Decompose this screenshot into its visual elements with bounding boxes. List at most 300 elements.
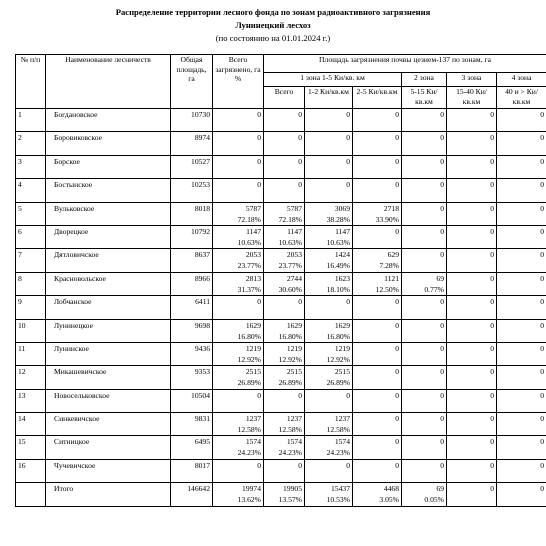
cell-area <box>171 459 213 482</box>
cell-all-value: 5787 <box>286 203 302 213</box>
cell-r40-value: 0 <box>540 414 545 424</box>
cell-name-value: Лунинецкое <box>54 320 93 330</box>
cell-r515-value: 0 <box>440 437 444 447</box>
cell-r40-value: 0 <box>540 110 545 119</box>
cell-num-value: 5 <box>18 203 22 213</box>
cell-area <box>171 296 213 319</box>
cell-r25 <box>353 483 402 506</box>
cell-all-value: 30.60% <box>278 284 302 294</box>
cell-r12 <box>305 272 353 295</box>
cell-r1540 <box>447 413 497 436</box>
cell-r1540 <box>447 132 497 155</box>
table-row <box>16 249 546 272</box>
cell-name-value: Красновольское <box>54 273 106 283</box>
table-row <box>16 342 546 365</box>
cell-r12-value: 18.10% <box>326 284 350 294</box>
cell-name-value: Боровиковское <box>54 133 102 143</box>
cell-total-value: 0 <box>257 390 261 400</box>
cell-area <box>171 132 213 155</box>
cell-all <box>264 436 305 459</box>
cell-r25-value: 4468 <box>383 484 399 494</box>
cell-r1540 <box>447 179 497 202</box>
cell-r1540 <box>447 225 497 248</box>
table-row <box>16 413 546 436</box>
cell-r1540-value: 0 <box>490 297 494 307</box>
cell-r515-value: 0.05% <box>424 495 444 505</box>
cell-total <box>213 109 264 132</box>
cell-r515-value: 0 <box>440 203 444 213</box>
cell-r1540 <box>447 436 497 459</box>
cell-r25 <box>353 413 402 436</box>
cell-r12-value: 10.53% <box>326 495 350 505</box>
cell-r12-value: 38.28% <box>326 214 350 224</box>
cell-r40-value: 0 <box>540 343 545 353</box>
cell-name-value: Чучевичское <box>54 460 96 470</box>
cell-r515-value: 0.77% <box>424 284 444 294</box>
cell-r1540 <box>447 483 497 506</box>
cell-area <box>171 272 213 295</box>
table-row <box>16 132 546 155</box>
cell-r40-value: 0 <box>540 297 545 307</box>
table-body <box>16 109 546 507</box>
cell-area <box>171 319 213 342</box>
cell-r25 <box>353 155 402 178</box>
cell-r12 <box>305 319 353 342</box>
cell-r12-value: 0 <box>346 110 350 119</box>
cell-num-value: 11 <box>18 343 26 353</box>
cell-r25 <box>353 202 402 225</box>
cell-r1540-value: 0 <box>490 390 494 400</box>
cell-r515 <box>402 366 447 389</box>
cell-area-value: 6495 <box>194 437 210 447</box>
cell-r25 <box>353 296 402 319</box>
cell-area-value: 10253 <box>191 180 210 190</box>
cell-num-value: 2 <box>18 133 22 143</box>
cell-name-value: Богдановское <box>54 110 98 119</box>
cell-all <box>264 249 305 272</box>
cell-r40-value: 0 <box>540 250 545 260</box>
cell-total-value: 72.18% <box>237 214 261 224</box>
document-date-line: (по состоянию на 01.01.2024 г.) <box>215 33 331 43</box>
table-total-row <box>16 483 546 506</box>
cell-r515 <box>402 436 447 459</box>
cell-r12-value: 0 <box>346 390 350 400</box>
cell-name-value: Борское <box>54 156 80 166</box>
cell-num-value: 12 <box>18 367 26 377</box>
cell-r12-value: 0 <box>346 460 350 470</box>
col-header-all: Всего <box>264 87 305 109</box>
table-row <box>16 366 546 389</box>
cell-all <box>264 225 305 248</box>
cell-all-value: 26.89% <box>278 378 302 388</box>
cell-total-value: 16.80% <box>237 331 261 341</box>
cell-r1540-value: 0 <box>490 414 494 424</box>
cell-total <box>213 366 264 389</box>
cell-num <box>16 459 46 482</box>
cell-r40-value: 0 <box>540 273 545 283</box>
cell-r515 <box>402 202 447 225</box>
cell-r12-value: 0 <box>346 133 350 143</box>
cell-total-value: 0 <box>257 297 261 307</box>
cell-r40-value: 0 <box>540 226 545 236</box>
cell-r12-value: 1574 <box>334 437 350 447</box>
cell-total-value: 2515 <box>245 367 261 377</box>
cell-r40 <box>497 459 546 482</box>
cell-r1540-value: 0 <box>490 460 494 470</box>
cell-name <box>46 225 171 248</box>
cell-total-value: 31.37% <box>237 284 261 294</box>
cell-num <box>16 249 46 272</box>
cell-r40-value: 0 <box>540 390 545 400</box>
cell-name <box>46 296 171 319</box>
cell-name-value: Итого <box>54 484 74 494</box>
cell-r1540-value: 0 <box>490 273 494 283</box>
cell-num-value: 1 <box>18 110 22 119</box>
cell-all-value: 2744 <box>286 273 302 283</box>
cell-area <box>171 366 213 389</box>
cell-area-value: 8018 <box>194 203 210 213</box>
cell-r40 <box>497 179 546 202</box>
col-header-name: Наименование лесничеств <box>46 55 171 109</box>
cell-num-value: 7 <box>18 250 22 260</box>
cell-name-value: Лунинское <box>54 343 89 353</box>
cell-total-value: 0 <box>257 460 261 470</box>
cell-all-value: 12.58% <box>278 425 302 435</box>
cell-total-value: 10.63% <box>237 237 261 247</box>
cell-r40-value: 0 <box>540 203 545 213</box>
cell-r515 <box>402 459 447 482</box>
cell-name <box>46 272 171 295</box>
cell-r25-value: 629 <box>387 250 399 260</box>
cell-r40 <box>497 225 546 248</box>
cell-all-value: 16.80% <box>278 331 302 341</box>
cell-all-value: 1147 <box>287 226 302 236</box>
cell-all <box>264 483 305 506</box>
cell-r12-value: 1424 <box>334 250 350 260</box>
cell-r515 <box>402 296 447 319</box>
cell-r25 <box>353 249 402 272</box>
cell-num-value: 4 <box>18 180 22 190</box>
cell-r12-value: 12.92% <box>326 354 350 364</box>
cell-all <box>264 296 305 319</box>
cell-total <box>213 249 264 272</box>
cell-num-value: 8 <box>18 273 22 283</box>
cell-area <box>171 483 213 506</box>
cell-r515-value: 0 <box>440 460 444 470</box>
cell-r25-value: 0 <box>395 343 399 353</box>
cell-name-value: Лобчанское <box>54 297 92 307</box>
table-row <box>16 179 546 202</box>
cell-name-value: Синкевичское <box>54 414 100 424</box>
cell-r515 <box>402 109 447 132</box>
cell-r12-value: 1147 <box>335 226 350 236</box>
cell-r515-value: 69 <box>436 484 444 494</box>
cell-r25 <box>353 319 402 342</box>
cell-r25-value: 0 <box>395 156 399 166</box>
cell-r40 <box>497 249 546 272</box>
cell-area-value: 9353 <box>194 367 210 377</box>
cell-all-value: 0 <box>298 390 302 400</box>
cell-all-value: 0 <box>298 297 302 307</box>
cell-r12 <box>305 225 353 248</box>
cell-r1540 <box>447 389 497 412</box>
cell-area <box>171 389 213 412</box>
cell-total-value: 2813 <box>245 273 261 283</box>
cell-r515-value: 0 <box>440 180 444 190</box>
cell-area-value: 10792 <box>191 226 210 236</box>
cell-name-value: Вульковское <box>54 203 95 213</box>
cell-area <box>171 413 213 436</box>
cell-name-value: Дятловичское <box>54 250 99 260</box>
cell-r40 <box>497 366 546 389</box>
cell-name <box>46 366 171 389</box>
cell-num-value: 10 <box>18 320 26 330</box>
cell-r515-value: 0 <box>440 320 444 330</box>
cell-r12-value: 3069 <box>334 203 350 213</box>
cell-r12 <box>305 132 353 155</box>
cell-r515 <box>402 155 447 178</box>
cell-r515-value: 0 <box>440 367 444 377</box>
cell-area <box>171 249 213 272</box>
cell-r25-value: 3.05% <box>379 495 399 505</box>
cell-all <box>264 366 305 389</box>
cell-all-value: 13.57% <box>278 495 302 505</box>
cell-name <box>46 319 171 342</box>
cell-area-value: 8974 <box>194 133 210 143</box>
cell-area-value: 10527 <box>191 156 210 166</box>
cell-r1540 <box>447 296 497 319</box>
cell-r1540-value: 0 <box>490 484 494 494</box>
cell-r1540-value: 0 <box>490 203 494 213</box>
col-header-zone-2: 2 зона <box>402 73 447 87</box>
cell-all-value: 0 <box>298 180 302 190</box>
cell-r40-value: 0 <box>540 367 545 377</box>
cell-total-value: 5787 <box>245 203 261 213</box>
col-header-area: Общая площадь, га <box>171 55 213 109</box>
table-row <box>16 319 546 342</box>
table-row <box>16 459 546 482</box>
cell-r40-value: 0 <box>540 437 545 447</box>
cell-all <box>264 155 305 178</box>
cell-num-value: 14 <box>18 414 26 424</box>
cell-r12-value: 16.49% <box>326 261 350 271</box>
cell-total <box>213 413 264 436</box>
cell-num-value: 9 <box>18 297 22 307</box>
cell-all-value: 1574 <box>286 437 302 447</box>
cell-r12-value: 2515 <box>334 367 350 377</box>
table-row <box>16 225 546 248</box>
cell-r1540-value: 0 <box>490 110 494 119</box>
cell-name <box>46 436 171 459</box>
cell-all-value: 19905 <box>283 484 302 494</box>
cell-r515 <box>402 272 447 295</box>
cell-r1540 <box>447 319 497 342</box>
cell-area <box>171 109 213 132</box>
table-row <box>16 389 546 412</box>
cell-area-value: 10504 <box>191 390 210 400</box>
cell-r40-value: 0 <box>540 156 545 166</box>
cell-r515-value: 0 <box>440 297 444 307</box>
cell-total <box>213 342 264 365</box>
cell-r40-value: 0 <box>540 180 545 190</box>
cell-all-value: 0 <box>298 156 302 166</box>
col-header-zone-1: 1 зона 1-5 Ки/кв. км <box>264 73 402 87</box>
cell-r515-value: 0 <box>440 343 444 353</box>
cell-r25 <box>353 132 402 155</box>
cell-name-value: Новосельковское <box>54 390 110 400</box>
cell-all-value: 0 <box>298 460 302 470</box>
cell-area <box>171 155 213 178</box>
cell-total <box>213 483 264 506</box>
cell-all-value: 2515 <box>286 367 302 377</box>
cell-r25 <box>353 342 402 365</box>
cell-r12 <box>305 179 353 202</box>
cell-r12-value: 16.80% <box>326 331 350 341</box>
cell-r25-value: 0 <box>395 133 399 143</box>
cell-r25-value: 0 <box>395 437 399 447</box>
cell-r40 <box>497 109 546 132</box>
cell-num <box>16 436 46 459</box>
cell-r40 <box>497 389 546 412</box>
cell-total-value: 12.58% <box>237 425 261 435</box>
cell-r40 <box>497 296 546 319</box>
cell-name-value: Ситницкое <box>54 437 90 447</box>
cell-r12 <box>305 483 353 506</box>
cell-r1540 <box>447 366 497 389</box>
cell-r25-value: 0 <box>395 414 399 424</box>
cell-r40 <box>497 155 546 178</box>
cell-all <box>264 202 305 225</box>
cell-r515 <box>402 483 447 506</box>
cell-area-value: 10730 <box>191 110 210 119</box>
cell-r12 <box>305 109 353 132</box>
cell-r12 <box>305 342 353 365</box>
cell-r25-value: 7.28% <box>379 261 399 271</box>
cell-total-value: 1237 <box>245 414 261 424</box>
cell-r40-value: 0 <box>540 484 545 494</box>
cell-num <box>16 366 46 389</box>
cell-num-value: 15 <box>18 437 26 447</box>
cell-num <box>16 202 46 225</box>
cell-name <box>46 413 171 436</box>
cell-all <box>264 319 305 342</box>
cell-total-value: 1574 <box>245 437 261 447</box>
cell-r12-value: 0 <box>346 156 350 166</box>
cell-r515 <box>402 179 447 202</box>
cell-total <box>213 132 264 155</box>
cell-num-value: 6 <box>18 226 22 236</box>
cell-r12-value: 1623 <box>334 273 350 283</box>
cell-r25 <box>353 109 402 132</box>
cell-num-value: 3 <box>18 156 22 166</box>
cell-area-value: 9698 <box>194 320 210 330</box>
cell-r25-value: 0 <box>395 460 399 470</box>
cell-r1540-value: 0 <box>490 437 494 447</box>
col-header-range-2-5: 2-5 Ки/кв.км <box>353 87 402 109</box>
cell-total-value: 24.23% <box>237 448 261 458</box>
table-row <box>16 202 546 225</box>
cell-name <box>46 483 171 506</box>
cell-r25-value: 0 <box>395 110 399 119</box>
cell-total <box>213 389 264 412</box>
cell-area-value: 8637 <box>194 250 210 260</box>
cell-r12-value: 15437 <box>331 484 350 494</box>
cell-total-value: 0 <box>257 133 261 143</box>
cell-all-value: 24.23% <box>278 448 302 458</box>
cell-num <box>16 132 46 155</box>
cell-total <box>213 202 264 225</box>
cell-r12 <box>305 459 353 482</box>
cell-total-value: 1147 <box>246 226 261 236</box>
col-header-range-1-2: 1-2 Ки/кв.км <box>305 87 353 109</box>
cell-r515 <box>402 249 447 272</box>
cell-r515 <box>402 225 447 248</box>
cell-r515-value: 0 <box>440 250 444 260</box>
cell-name <box>46 249 171 272</box>
cell-num-value: 16 <box>18 460 26 470</box>
cell-num <box>16 342 46 365</box>
cell-r12-value: 10.63% <box>326 237 350 247</box>
col-header-zone-4: 4 зона <box>497 73 546 87</box>
cell-r515 <box>402 319 447 342</box>
cell-r12-value: 0 <box>346 297 350 307</box>
cell-total <box>213 272 264 295</box>
cell-area <box>171 179 213 202</box>
cell-all <box>264 272 305 295</box>
cell-total-value: 1629 <box>245 320 261 330</box>
cell-total-value: 19974 <box>242 484 261 494</box>
cell-r1540 <box>447 272 497 295</box>
table-row <box>16 272 546 295</box>
cell-r515 <box>402 389 447 412</box>
cell-area-value: 8966 <box>194 273 210 283</box>
table-row <box>16 296 546 319</box>
cell-area <box>171 342 213 365</box>
cell-r40-value: 0 <box>540 133 545 143</box>
cell-r25-value: 0 <box>395 180 399 190</box>
document-title: Распределение территории лесного фонда по зонам радиоактивного загрязнения <box>115 7 431 17</box>
cell-total-value: 0 <box>257 180 261 190</box>
cell-area-value: 9831 <box>194 414 210 424</box>
cell-r40 <box>497 342 546 365</box>
cell-name <box>46 202 171 225</box>
cell-all-value: 12.92% <box>278 354 302 364</box>
cell-r25-value: 1121 <box>384 273 399 283</box>
cell-name-value: Дворецкое <box>54 226 89 236</box>
cell-total-value: 23.77% <box>237 261 261 271</box>
cell-total <box>213 436 264 459</box>
cell-num <box>16 296 46 319</box>
cell-all <box>264 132 305 155</box>
cell-name-value: Микашевичское <box>54 367 107 377</box>
cell-r12-value: 1219 <box>334 343 350 353</box>
cell-area-value: 8017 <box>194 460 210 470</box>
cell-r40 <box>497 272 546 295</box>
col-header-range-5-15: 5-15 Ки/кв.км <box>402 87 447 109</box>
cell-r12 <box>305 296 353 319</box>
document-title-block <box>0 0 546 45</box>
cell-r25 <box>353 179 402 202</box>
cell-r40 <box>497 132 546 155</box>
cell-area <box>171 436 213 459</box>
cell-r25-value: 0 <box>395 226 399 236</box>
cell-r40-value: 0 <box>540 460 545 470</box>
cell-r25-value: 12.50% <box>375 284 399 294</box>
cell-r40 <box>497 413 546 436</box>
cell-num <box>16 389 46 412</box>
cell-r1540-value: 0 <box>490 367 494 377</box>
cell-name <box>46 459 171 482</box>
